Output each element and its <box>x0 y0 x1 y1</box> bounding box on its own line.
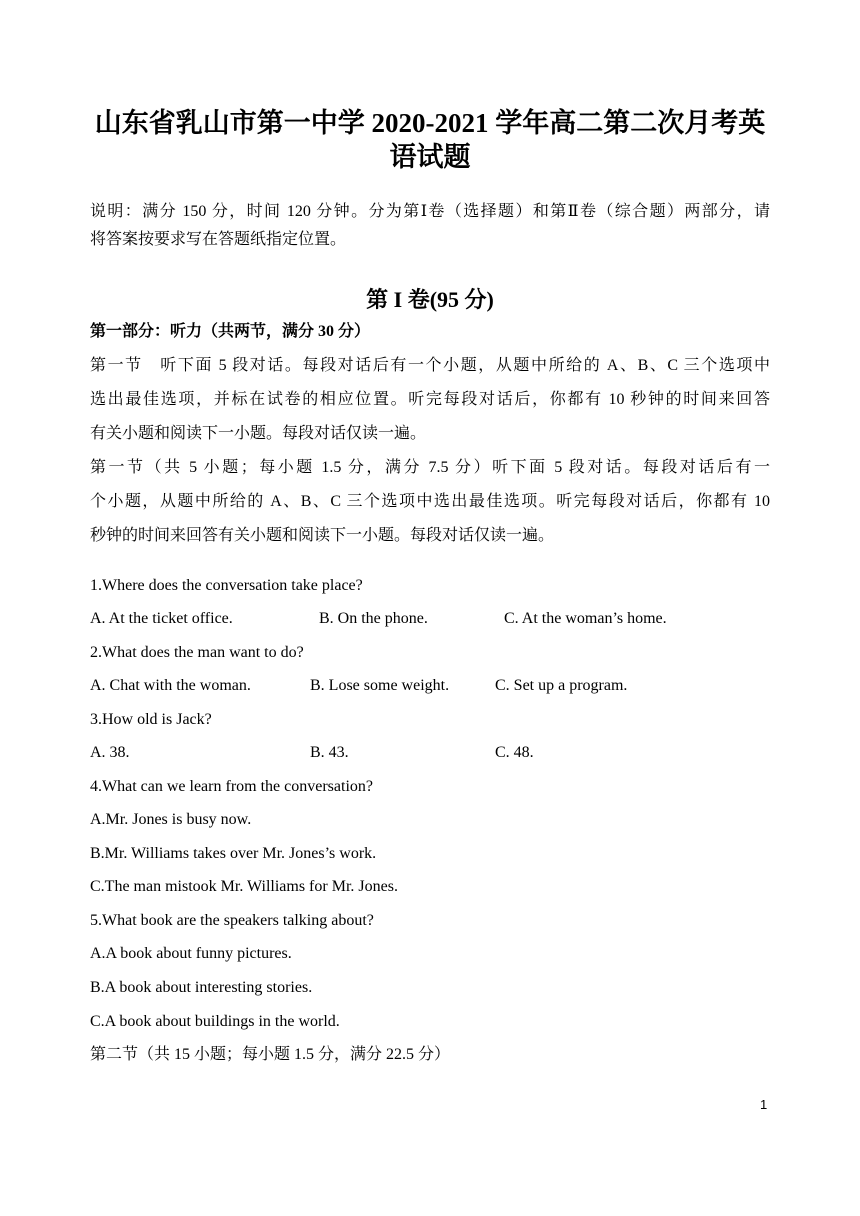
question-4-option-b: B.Mr. Williams takes over Mr. Jones’s work. <box>90 845 377 862</box>
question-5-option-a: A.A book about funny pictures. <box>90 945 292 962</box>
part-heading: 第一部分：听力（共两节，满分 30 分） <box>90 323 371 340</box>
exam-title <box>60 106 800 174</box>
question-1-option-b: B. On the phone. <box>319 610 428 627</box>
question-5-option-b: B.A book about interesting stories. <box>90 979 313 996</box>
question-3-option-b: B. 43. <box>310 744 349 761</box>
question-2-option-c: C. Set up a program. <box>495 677 628 694</box>
question-2-option-a: A. Chat with the woman. <box>90 677 251 694</box>
page-number: 1 <box>760 1097 768 1112</box>
question-3-option-c: C. 48. <box>495 744 534 761</box>
question-2: 2.What does the man want to do? <box>90 644 304 661</box>
section1-para2-line-1: 第一节（共 5 小题；每小题 1.5 分，满分 7.5 分）听下面 5 段对话。每段对话后有一 <box>90 459 770 476</box>
exam-title-line-1: 山东省乳山市第一中学 2020-2021 学年高二第二次月考英 <box>94 108 766 138</box>
volume-heading: 第 I 卷(95 分) <box>366 287 494 312</box>
section1-para2-line-3: 秒钟的时间来回答有关小题和阅读下一小题。每段对话仅读一遍。 <box>90 527 555 544</box>
question-3: 3.How old is Jack? <box>90 711 212 728</box>
section1-para2-line-2: 个小题，从题中所给的 A、B、C 三个选项中选出最佳选项。听完每段对话后，你都有 10 <box>90 493 770 510</box>
question-4: 4.What can we learn from the conversation? <box>90 778 373 795</box>
section1-para1-line-1: 第一节 听下面 5 段对话。每段对话后有一个小题，从题中所给的 A、B、C 三个选项中 <box>90 357 770 374</box>
instructions-line-2: 将答案按要求写在答题纸指定位置。 <box>90 231 347 248</box>
question-3-option-a: A. 38. <box>90 744 130 761</box>
question-4-option-a: A.Mr. Jones is busy now. <box>90 811 252 828</box>
section1-para1-line-3: 有关小题和阅读下一小题。每段对话仅读一遍。 <box>90 425 427 442</box>
question-1: 1.Where does the conversation take place? <box>90 577 363 594</box>
question-4-option-c: C.The man mistook Mr. Williams for Mr. Jones. <box>90 878 398 895</box>
exam-title-line-2: 语试题 <box>389 142 471 172</box>
question-5: 5.What book are the speakers talking about? <box>90 912 374 929</box>
question-1-option-c: C. At the woman’s home. <box>504 610 667 627</box>
question-1-option-a: A. At the ticket office. <box>90 610 233 627</box>
instructions-line-1: 说明：满分 150 分，时间 120 分钟。分为第Ⅰ卷（选择题）和第Ⅱ卷（综合题）两部分，请 <box>90 203 770 220</box>
question-2-option-b: B. Lose some weight. <box>310 677 450 694</box>
question-5-option-c: C.A book about buildings in the world. <box>90 1013 340 1030</box>
section1-para1-line-2: 选出最佳选项，并标在试卷的相应位置。听完每段对话后，你都有 10 秒钟的时间来回答 <box>90 391 770 408</box>
section2-heading: 第二节（共 15 小题；每小题 1.5 分，满分 22.5 分） <box>90 1046 451 1063</box>
